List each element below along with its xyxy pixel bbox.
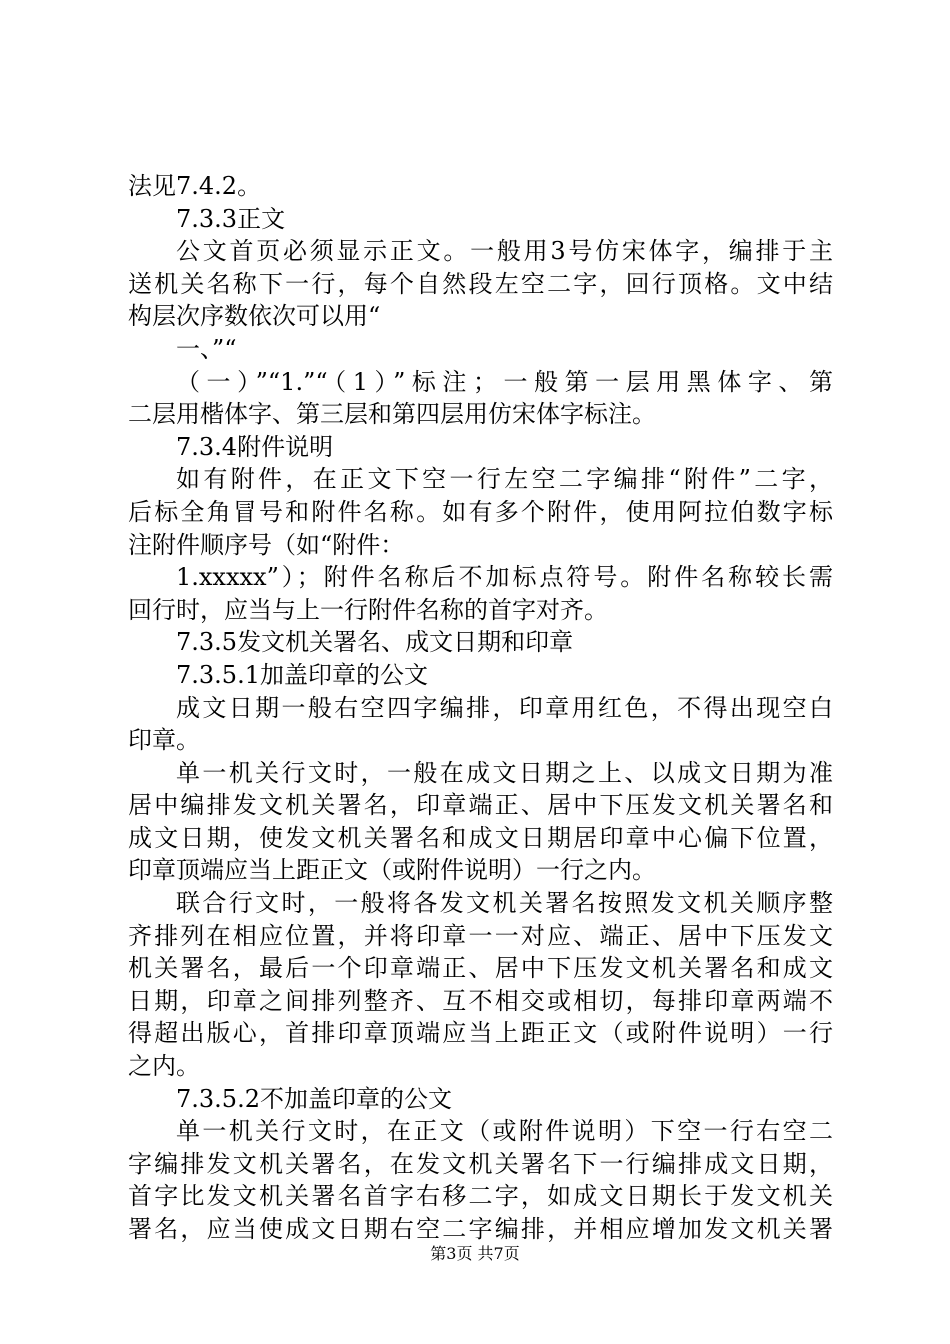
text-line: 日期，印章之间排列整齐、互不相交或相切，每排印章两端不	[128, 986, 833, 1015]
text-line: 后标全角冒号和附件名称。如有多个附件，使用阿拉伯数字标	[128, 497, 833, 526]
text-line: 注附件顺序号（如“附件：	[128, 530, 405, 559]
text-line: 成文日期，使发文机关署名和成文日期居印章中心偏下位置，	[128, 823, 833, 852]
text-line: 字编排发文机关署名，在发文机关署名下一行编排成文日期，	[128, 1149, 833, 1178]
text-line: 署名，应当使成文日期右空二字编排，并相应增加发文机关署	[128, 1215, 833, 1243]
text-line: 之内。	[128, 1052, 200, 1081]
text-line: 机关署名，最后一个印章端正、居中下压发文机关署名和成文	[128, 954, 833, 983]
text-line: 二层用楷体字、第三层和第四层用仿宋体字标注。	[128, 400, 656, 429]
text-line: 印章顶端应当上距正文（或附件说明）一行之内。	[128, 856, 656, 885]
text-line: 7.3.5发文机关署名、成文日期和印章	[176, 628, 574, 657]
text-line: 7.3.3正文	[176, 204, 286, 233]
document-body	[128, 170, 833, 1246]
text-line: 联合行文时，一般将各发文机关署名按照发文机关顺序整	[176, 889, 833, 918]
text-line: （一）”“1.”“（1）”标注；一般第一层用黑体字、第	[176, 367, 833, 396]
text-line: 成文日期一般右空四字编排，印章用红色，不得出现空白	[176, 693, 833, 722]
text-line: 首字比发文机关署名首字右移二字，如成文日期长于发文机关	[128, 1182, 833, 1211]
text-line: 单一机关行文时，在正文（或附件说明）下空一行右空二	[176, 1117, 833, 1146]
text-line: 1.xxxxx”）；附件名称后不加标点符号。附件名称较长需	[176, 563, 833, 592]
text-line: 齐排列在相应位置，并将印章一一对应、端正、居中下压发文	[128, 921, 833, 950]
text-line: 送机关名称下一行，每个自然段左空二字，回行顶格。文中结	[128, 269, 833, 298]
text-line: 法见7.4.2。	[128, 172, 262, 200]
text-line: 7.3.4附件说明	[176, 432, 334, 461]
text-line: 7.3.5.1加盖印章的公文	[176, 660, 428, 689]
text-line: 得超出版心，首排印章顶端应当上距正文（或附件说明）一行	[128, 1019, 833, 1048]
text-line: 公文首页必须显示正文。一般用3号仿宋体字，编排于主	[176, 237, 833, 266]
page-footer: 第3页 共7页	[430, 1244, 520, 1263]
text-line: 单一机关行文时，一般在成文日期之上、以成文日期为准	[176, 758, 833, 787]
text-line: 居中编排发文机关署名，印章端正、居中下压发文机关署名和	[128, 791, 833, 820]
text-line: 一、”“	[176, 334, 237, 363]
text-line: 如有附件，在正文下空一行左空二字编排“附件”二字，	[176, 465, 833, 494]
text-line: 印章。	[128, 726, 200, 755]
text-line: 7.3.5.2不加盖印章的公文	[176, 1084, 452, 1113]
text-line: 回行时，应当与上一行附件名称的首字对齐。	[128, 595, 608, 624]
text-line: 构层次序数依次可以用“	[128, 302, 381, 331]
